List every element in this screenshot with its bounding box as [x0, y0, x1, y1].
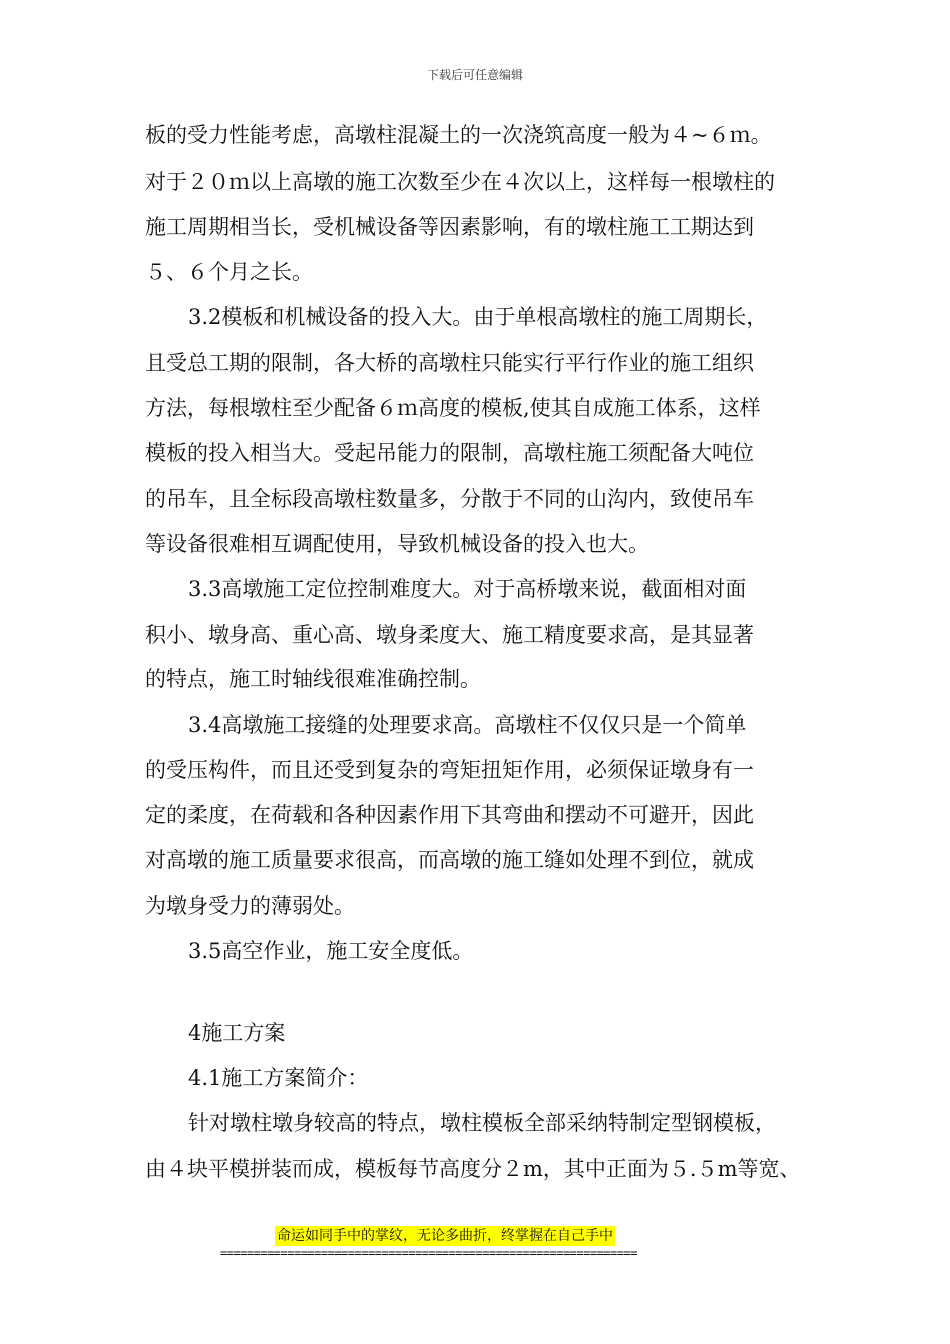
text-line: 板的受力性能考虑，高墩柱混凝土的一次浇筑高度一般为４~６ｍ。 — [145, 123, 772, 147]
text-line: 模板的投入相当大。受起吊能力的限制，高墩柱施工须配备大吨位 — [145, 441, 754, 465]
subsection-heading: 4.1施工方案简介： — [188, 1066, 369, 1090]
text-line: ５、６个月之长。 — [145, 260, 313, 284]
text-line: 等设备很难相互调配使用，导致机械设备的投入也大。 — [145, 532, 649, 556]
text-line: 3.4高墩施工接缝的处理要求高。高墩柱不仅仅只是一个简单 — [188, 713, 747, 737]
text-line: 3.5高空作业，施工安全度低。 — [188, 939, 474, 963]
footer-motto: 命运如同手中的掌纹，无论多曲折，终掌握在自己手中 — [277, 1228, 613, 1244]
text-line: 对高墩的施工质量要求很高，而高墩的施工缝如处理不到位，就成 — [145, 848, 754, 872]
text-line: 且受总工期的限制，各大桥的高墩柱只能实行平行作业的施工组织 — [145, 351, 754, 375]
text-line: 对于２０ｍ以上高墩的施工次数至少在４次以上，这样每一根墩柱的 — [145, 170, 775, 194]
text-line: 针对墩柱墩身较高的特点，墩柱模板全部采纳特制定型钢模板， — [188, 1111, 776, 1135]
footer-divider: ============================================================== — [220, 1246, 637, 1260]
section-heading: 4施工方案 — [188, 1021, 286, 1045]
text-line: 为墩身受力的薄弱处。 — [145, 894, 355, 918]
text-line: 3.2模板和机械设备的投入大。由于单根高墩柱的施工周期长， — [188, 305, 768, 329]
text-line: 方法，每根墩柱至少配备６ｍ高度的模板,使其自成施工体系，这样 — [145, 396, 761, 420]
text-line: 的吊车，且全标段高墩柱数量多，分散于不同的山沟内，致使吊车 — [145, 487, 754, 511]
text-line: 的特点，施工时轴线很难准确控制。 — [145, 667, 481, 691]
text-line: 的受压构件，而且还受到复杂的弯矩扭矩作用，必须保证墩身有一 — [145, 758, 754, 782]
text-line: 积小、墩身高、重心高、墩身柔度大、施工精度要求高，是其显著 — [145, 623, 754, 647]
page-header-note: 下载后可任意编辑 — [426, 68, 523, 82]
text-line: 施工周期相当长，受机械设备等因素影响，有的墩柱施工工期达到 — [145, 215, 754, 239]
text-line: 定的柔度，在荷载和各种因素作用下其弯曲和摆动不可避开，因此 — [145, 803, 754, 827]
text-line: 3.3高墩施工定位控制难度大。对于高桥墩来说，截面相对面 — [188, 577, 747, 601]
text-line: 由４块平模拼装而成，模板每节高度分２m，其中正面为５.５m等宽、 — [145, 1157, 801, 1181]
